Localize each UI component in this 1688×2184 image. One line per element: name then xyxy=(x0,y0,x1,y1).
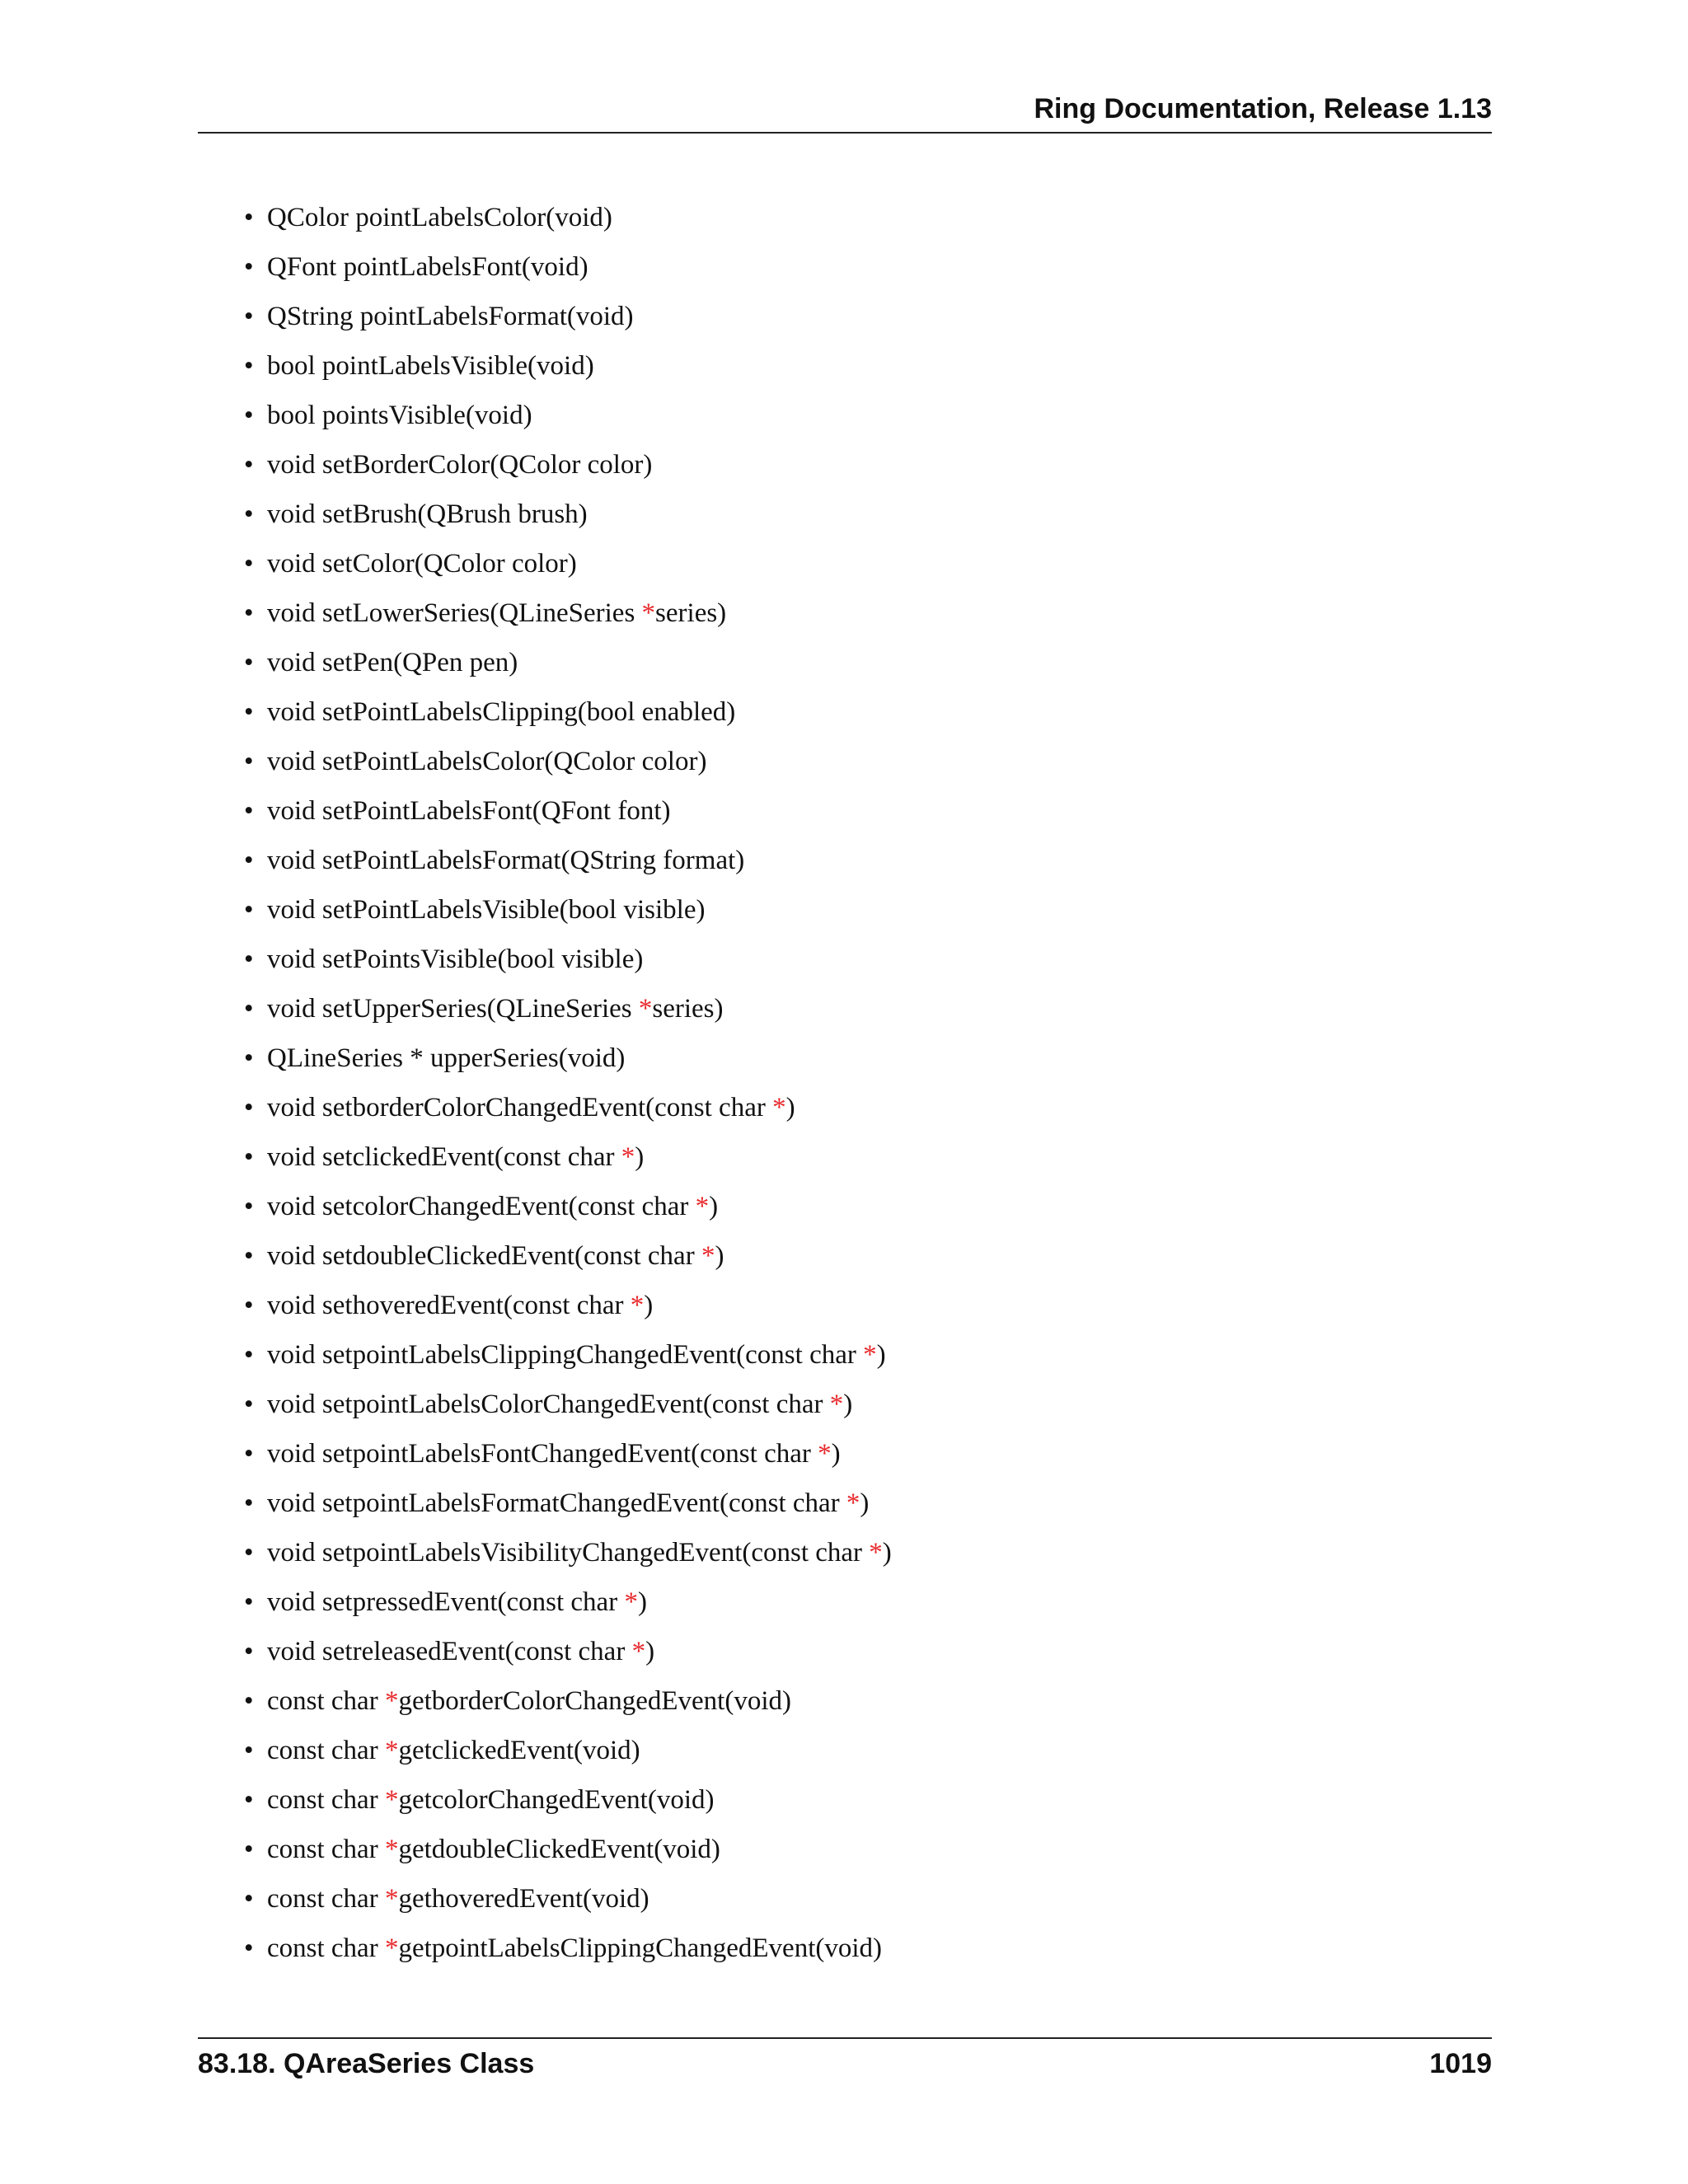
list-item xyxy=(244,442,892,491)
page-number: 1019 xyxy=(1429,2048,1492,2079)
signature-text: void setpressedEvent(const char xyxy=(267,1587,625,1617)
bullet-icon: • xyxy=(244,846,254,875)
page-header xyxy=(198,92,1492,134)
signature-text: QLineSeries * upperSeries(void) xyxy=(267,1043,626,1073)
bullet-icon: • xyxy=(244,1390,254,1419)
bullet-icon: • xyxy=(244,1884,254,1914)
pointer-asterisk: * xyxy=(631,1637,646,1666)
list-item xyxy=(244,491,892,541)
pointer-asterisk: * xyxy=(630,1291,645,1320)
signature-text-tail: ) xyxy=(831,1439,841,1469)
signature-text-tail: ) xyxy=(709,1192,719,1221)
bullet-icon: • xyxy=(244,1933,254,1963)
list-item xyxy=(244,1233,892,1282)
list-item xyxy=(244,1925,892,1975)
bullet-icon: • xyxy=(244,302,254,331)
list-item xyxy=(244,1332,892,1381)
bullet-icon: • xyxy=(244,1488,254,1518)
bullet-icon: • xyxy=(244,1192,254,1221)
pointer-asterisk: * xyxy=(624,1587,638,1617)
bullet-icon: • xyxy=(244,1736,254,1765)
signature-text-tail: getcolorChangedEvent(void) xyxy=(398,1785,715,1815)
signature-text: void setPointLabelsClipping(bool enabled) xyxy=(267,697,736,727)
signature-text: const char xyxy=(267,1736,385,1765)
signature-text: void setpointLabelsFormatChangedEvent(const char xyxy=(267,1488,846,1518)
list-item xyxy=(244,1035,892,1085)
bullet-icon: • xyxy=(244,994,254,1024)
signature-text: void setPointLabelsFormat(QString format) xyxy=(267,846,745,875)
signature-text-tail: getpointLabelsClippingChangedEvent(void) xyxy=(398,1933,883,1963)
signature-text: const char xyxy=(267,1785,385,1815)
list-item xyxy=(244,788,892,837)
pointer-asterisk: * xyxy=(869,1538,883,1568)
signature-text-tail: getborderColorChangedEvent(void) xyxy=(398,1686,791,1716)
signature-text-tail: ) xyxy=(843,1390,853,1419)
list-item xyxy=(244,590,892,640)
signature-text: void setLowerSeries(QLineSeries xyxy=(267,598,642,628)
bullet-icon: • xyxy=(244,1142,254,1172)
signature-text: const char xyxy=(267,1835,385,1864)
signature-text-tail: ) xyxy=(637,1587,647,1617)
pointer-asterisk: * xyxy=(638,994,653,1024)
list-item xyxy=(244,936,892,986)
signature-text-tail: ) xyxy=(644,1291,654,1320)
pointer-asterisk: * xyxy=(829,1390,844,1419)
signature-text: void setPen(QPen pen) xyxy=(267,648,518,677)
signature-text: void setpointLabelsClippingChangedEvent(const char xyxy=(267,1340,864,1370)
list-item xyxy=(244,1629,892,1678)
bullet-icon: • xyxy=(244,1439,254,1469)
signature-text: void setPointLabelsVisible(bool visible) xyxy=(267,895,706,925)
signature-text: void sethoveredEvent(const char xyxy=(267,1291,631,1320)
list-item xyxy=(244,244,892,293)
signature-text-tail: series) xyxy=(652,994,724,1024)
pointer-asterisk: * xyxy=(384,1835,399,1864)
list-item xyxy=(244,1282,892,1332)
list-item xyxy=(244,1183,892,1233)
list-item xyxy=(244,837,892,887)
signature-text: void setPointsVisible(bool visible) xyxy=(267,944,644,974)
bullet-icon: • xyxy=(244,549,254,579)
bullet-icon: • xyxy=(244,944,254,974)
bullet-icon: • xyxy=(244,1538,254,1568)
bullet-icon: • xyxy=(244,598,254,628)
bullet-icon: • xyxy=(244,450,254,480)
signature-text-tail: ) xyxy=(860,1488,870,1518)
bullet-icon: • xyxy=(244,1241,254,1271)
pointer-asterisk: * xyxy=(846,1488,860,1518)
signature-text-tail: gethoveredEvent(void) xyxy=(398,1884,649,1914)
signature-text: const char xyxy=(267,1884,385,1914)
list-item xyxy=(244,541,892,590)
bullet-icon: • xyxy=(244,499,254,529)
list-item xyxy=(244,194,892,244)
method-list xyxy=(244,194,892,1975)
list-item xyxy=(244,392,892,442)
list-item xyxy=(244,1777,892,1826)
signature-text: void setPointLabelsFont(QFont font) xyxy=(267,796,671,826)
signature-text: void setPointLabelsColor(QColor color) xyxy=(267,747,707,776)
section-title: 83.18. QAreaSeries Class xyxy=(198,2048,535,2079)
bullet-icon: • xyxy=(244,1093,254,1122)
list-item xyxy=(244,738,892,788)
signature-text: void setdoubleClickedEvent(const char xyxy=(267,1241,701,1271)
bullet-icon: • xyxy=(244,203,254,232)
signature-text: void setreleasedEvent(const char xyxy=(267,1637,632,1666)
pointer-asterisk: * xyxy=(695,1192,710,1221)
list-item xyxy=(244,986,892,1035)
list-item xyxy=(244,293,892,343)
pointer-asterisk: * xyxy=(384,1933,399,1963)
pointer-asterisk: * xyxy=(384,1785,399,1815)
signature-text: void setpointLabelsFontChangedEvent(const char xyxy=(267,1439,818,1469)
list-item xyxy=(244,1431,892,1480)
page-footer xyxy=(198,2037,1492,2088)
signature-text: void setBrush(QBrush brush) xyxy=(267,499,588,529)
signature-text-tail: ) xyxy=(876,1340,886,1370)
signature-text: void setborderColorChangedEvent(const char xyxy=(267,1093,773,1122)
signature-text: bool pointLabelsVisible(void) xyxy=(267,351,594,381)
list-item xyxy=(244,689,892,738)
signature-text-tail: ) xyxy=(715,1241,724,1271)
bullet-icon: • xyxy=(244,648,254,677)
list-item xyxy=(244,1134,892,1183)
signature-text-tail: ) xyxy=(785,1093,795,1122)
pointer-asterisk: * xyxy=(701,1241,715,1271)
signature-text: QFont pointLabelsFont(void) xyxy=(267,252,588,282)
signature-text: void setColor(QColor color) xyxy=(267,549,577,579)
list-item xyxy=(244,1381,892,1431)
signature-text: void setpointLabelsVisibilityChangedEvent(const char xyxy=(267,1538,870,1568)
list-item xyxy=(244,1579,892,1629)
list-item xyxy=(244,1530,892,1579)
bullet-icon: • xyxy=(244,1835,254,1864)
list-item xyxy=(244,1678,892,1727)
list-item xyxy=(244,343,892,392)
list-item xyxy=(244,1876,892,1925)
pointer-asterisk: * xyxy=(863,1340,877,1370)
list-item xyxy=(244,887,892,936)
document-title: Ring Documentation, Release 1.13 xyxy=(1034,93,1492,124)
signature-text-tail: ) xyxy=(635,1142,645,1172)
bullet-icon: • xyxy=(244,1686,254,1716)
list-item xyxy=(244,1826,892,1876)
pointer-asterisk: * xyxy=(384,1686,399,1716)
pointer-asterisk: * xyxy=(384,1884,399,1914)
bullet-icon: • xyxy=(244,697,254,727)
bullet-icon: • xyxy=(244,351,254,381)
list-item xyxy=(244,1085,892,1134)
bullet-icon: • xyxy=(244,1043,254,1073)
signature-text: void setclickedEvent(const char xyxy=(267,1142,621,1172)
signature-text: const char xyxy=(267,1686,385,1716)
bullet-icon: • xyxy=(244,1785,254,1815)
list-item xyxy=(244,1727,892,1777)
signature-text-tail: ) xyxy=(882,1538,892,1568)
pointer-asterisk: * xyxy=(772,1093,786,1122)
list-item xyxy=(244,1480,892,1530)
list-item xyxy=(244,640,892,689)
bullet-icon: • xyxy=(244,1291,254,1320)
signature-text-tail: ) xyxy=(645,1637,655,1666)
pointer-asterisk: * xyxy=(621,1142,635,1172)
signature-text: bool pointsVisible(void) xyxy=(267,401,532,430)
bullet-icon: • xyxy=(244,895,254,925)
bullet-icon: • xyxy=(244,796,254,826)
signature-text-tail: getclickedEvent(void) xyxy=(398,1736,640,1765)
pointer-asterisk: * xyxy=(818,1439,832,1469)
pointer-asterisk: * xyxy=(641,598,656,628)
pointer-asterisk: * xyxy=(384,1736,399,1765)
bullet-icon: • xyxy=(244,252,254,282)
signature-text: QString pointLabelsFormat(void) xyxy=(267,302,634,331)
signature-text: void setUpperSeries(QLineSeries xyxy=(267,994,639,1024)
bullet-icon: • xyxy=(244,1340,254,1370)
signature-text: QColor pointLabelsColor(void) xyxy=(267,203,612,232)
signature-text: void setBorderColor(QColor color) xyxy=(267,450,653,480)
bullet-icon: • xyxy=(244,1637,254,1666)
signature-text: void setpointLabelsColorChangedEvent(const char xyxy=(267,1390,830,1419)
bullet-icon: • xyxy=(244,401,254,430)
signature-text-tail: getdoubleClickedEvent(void) xyxy=(398,1835,720,1864)
signature-text: const char xyxy=(267,1933,385,1963)
bullet-icon: • xyxy=(244,1587,254,1617)
signature-text: void setcolorChangedEvent(const char xyxy=(267,1192,696,1221)
bullet-icon: • xyxy=(244,747,254,776)
signature-text-tail: series) xyxy=(655,598,727,628)
